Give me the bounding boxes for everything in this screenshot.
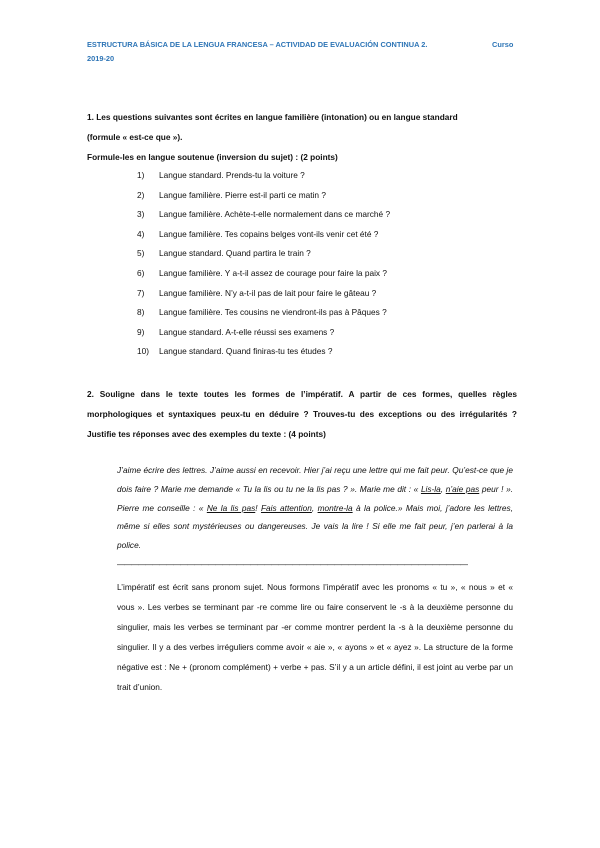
text-part-6: à la police.» Mais moi, j’adore les lettres, même si elles sont mystérieuses ou dangereuses. Je vais la lire ! Si elle me fait peur, j’en parlerai à la police. xyxy=(117,502,514,551)
question-1-title-line3: Formule-les en langue soutenue (inversion du sujet) : (2 points) xyxy=(87,152,338,162)
question-1-item xyxy=(137,244,507,264)
question-2-answer: L’impératif est écrit sans pronom sujet. Nous formons l’impératif avec les pronoms « tu », « nous » et « vous ». Les verbes se terminant par -re comme lire ou faire conservent le -s à la deuxième personne du singulier, mais les verbes se terminant par -er comme montrer perdent la -s à la deuxième personne du singulier. Il y a des verbes irréguliers comme avoir « aie », « ayons » et « ayez ». La structure de la forme négative est : Ne + (pronom complément) + verbe + pas. S’il y a un article défini, il est joint au verbe par un trait d’union. xyxy=(117,582,513,692)
text-part-3: peur ! ». Pierre me conseille : « xyxy=(117,483,513,513)
header-curso-label: Curso xyxy=(492,40,514,49)
question-1-list xyxy=(137,166,507,362)
question-1-item xyxy=(137,342,507,362)
item-number: 5) xyxy=(137,248,145,259)
imperative-4: Fais attention xyxy=(260,502,312,513)
item-number: 8) xyxy=(137,307,145,318)
page-header xyxy=(87,38,527,66)
item-number: 7) xyxy=(137,287,145,298)
item-number: 9) xyxy=(137,326,145,337)
item-text: Langue standard. Quand partira le train ? xyxy=(159,248,311,259)
text-part-1: J’aime écrire des lettres. J’aime aussi en recevoir. Hier j’ai reçu une lettre qui me fait peur. Qu’est-ce que je dois faire ? Marie me demande « Tu la lis ou tu ne la lis pas ? ». Marie me dit : « xyxy=(117,465,513,494)
item-number: 2) xyxy=(137,189,145,200)
text-part-4: ! xyxy=(255,502,261,513)
question-1-item xyxy=(137,264,507,284)
question-1-item xyxy=(137,166,507,186)
question-1-heading xyxy=(87,107,517,167)
imperative-2: n’aie pas xyxy=(445,483,480,494)
imperative-3: Ne la lis pas xyxy=(206,502,256,513)
item-text: Langue familière. Pierre est-il parti ce matin ? xyxy=(159,189,326,200)
header-year: 2019-20 xyxy=(87,54,115,63)
item-number: 1) xyxy=(137,170,145,180)
text-part-2: , xyxy=(440,483,446,494)
question-2-heading: 2. Souligne dans le texte toutes les formes de l’impératif. A partir de ces formes, quelles règles morphologiques et syntaxiques peux-tu en déduire ? Trouves-tu des exceptions ou des irrégularités ? Justifie tes réponses avec des exemples du texte : (4 points) xyxy=(87,389,517,439)
item-text: Langue familière. Achète-t-elle normalement dans ce marché ? xyxy=(159,209,391,220)
item-text: Langue standard. Quand finiras-tu tes études ? xyxy=(159,346,333,357)
question-1-item xyxy=(137,205,507,225)
item-number: 4) xyxy=(137,228,145,239)
item-number: 6) xyxy=(137,267,145,278)
question-1-title-line1: 1. Les questions suivantes sont écrites en langue familière (intonation) ou en langue standard xyxy=(87,112,458,122)
item-text: Langue familière. Tes copains belges vont-ils venir cet été ? xyxy=(159,228,379,239)
question-1-item xyxy=(137,323,507,343)
item-number: 3) xyxy=(137,209,145,220)
item-text: Langue standard. Prends-tu la voiture ? xyxy=(159,170,305,180)
item-text: Langue familière. Y a-t-il assez de courage pour faire la paix ? xyxy=(159,267,387,278)
item-text: Langue standard. A-t-elle réussi ses examens ? xyxy=(159,326,335,337)
imperative-1: Lis-la xyxy=(420,483,441,494)
question-1-item xyxy=(137,284,507,304)
header-title: ESTRUCTURA BÁSICA DE LA LENGUA FRANCESA – ACTIVIDAD DE EVALUACIÓN CONTINUA 2. xyxy=(87,40,428,49)
imperative-5: montre-la xyxy=(317,502,353,513)
question-1-title-line2: (formule « est-ce que »). xyxy=(87,132,183,142)
question-1-item xyxy=(137,303,507,323)
item-text: Langue familière. Tes cousins ne viendront-ils pas à Pâques ? xyxy=(159,307,387,318)
separator-line: —————————————————————————————————————————————————— xyxy=(117,560,467,569)
question-1-item xyxy=(137,186,507,206)
text-part-5: , xyxy=(311,502,318,513)
question-1-item xyxy=(137,225,507,245)
item-number: 10) xyxy=(137,346,149,357)
question-2-text xyxy=(117,461,513,555)
item-text: Langue familière. N’y a-t-il pas de lait pour faire le gâteau ? xyxy=(159,287,377,298)
